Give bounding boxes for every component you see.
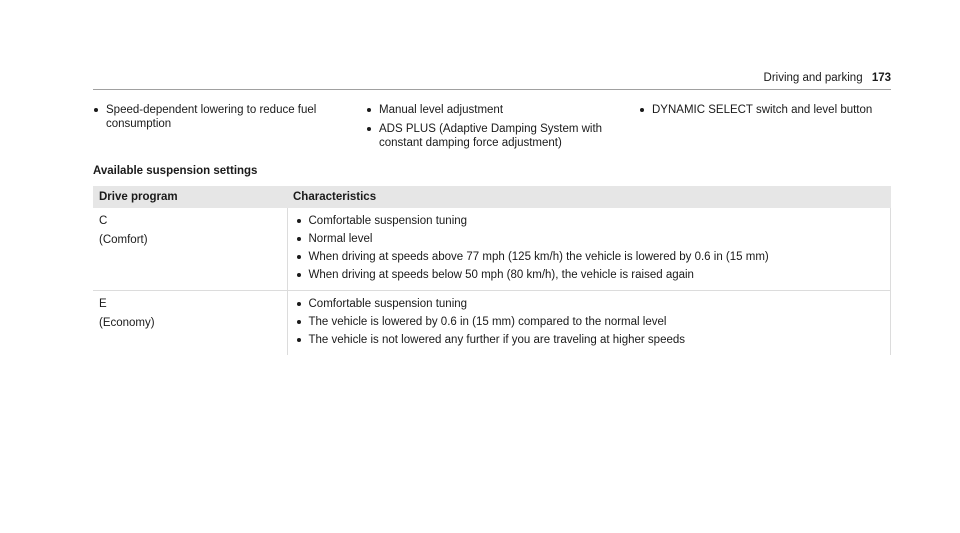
column-header-drive-program: Drive program	[99, 191, 178, 203]
running-header	[764, 72, 891, 84]
suspension-settings-table	[93, 186, 891, 355]
drive-program-code: C	[99, 215, 108, 227]
column-header-characteristics: Characteristics	[293, 191, 377, 203]
drive-program-name: (Economy)	[99, 317, 155, 329]
drive-program-code: E	[99, 298, 107, 310]
characteristics-cell	[287, 208, 891, 291]
intro-bullet: Manual level adjustment	[366, 103, 616, 117]
intro-bullet: DYNAMIC SELECT switch and level button	[639, 103, 891, 117]
table-header-row	[93, 186, 891, 208]
page-number: 173	[871, 72, 891, 84]
characteristic-item: Comfortable suspension tuning	[296, 297, 885, 311]
header-rule	[93, 89, 891, 90]
intro-column-3	[639, 103, 891, 122]
intro-column-1	[93, 103, 343, 136]
characteristic-item: Normal level	[296, 232, 885, 246]
intro-bullet: Speed-dependent lowering to reduce fuel consumption	[93, 103, 343, 131]
table-row	[93, 208, 891, 291]
characteristic-item: Comfortable suspension tuning	[296, 214, 885, 228]
table-row	[93, 291, 891, 356]
characteristic-item: The vehicle is lowered by 0.6 in (15 mm) compared to the normal level	[296, 315, 885, 329]
drive-program-name: (Comfort)	[99, 234, 148, 246]
drive-program-cell	[93, 291, 287, 356]
intro-bullet: ADS PLUS (Adaptive Damping System with constant damping force adjustment)	[366, 122, 616, 150]
drive-program-cell	[93, 208, 287, 291]
characteristic-item: When driving at speeds above 77 mph (125 km/h) the vehicle is lowered by 0.6 in (15 mm)	[296, 250, 885, 264]
section-title: Available suspension settings	[93, 165, 258, 177]
running-header-title: Driving and parking	[763, 72, 863, 84]
characteristic-item: The vehicle is not lowered any further if you are traveling at higher speeds	[296, 333, 885, 347]
intro-column-2	[366, 103, 616, 155]
characteristics-cell	[287, 291, 891, 356]
characteristic-item: When driving at speeds below 50 mph (80 km/h), the vehicle is raised again	[296, 268, 885, 282]
